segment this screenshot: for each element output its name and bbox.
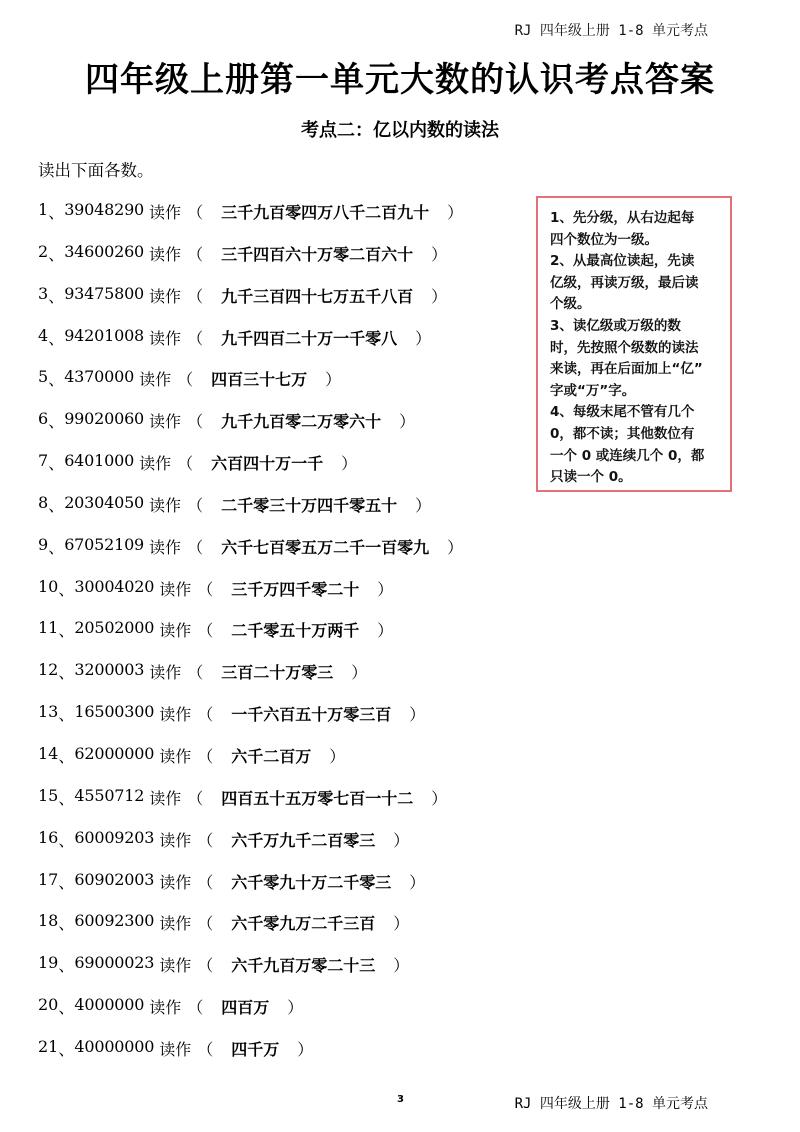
answer-text: 六千九百万零二十三 (231, 956, 376, 976)
close-paren: ） (431, 286, 448, 306)
separator: 、 (48, 412, 65, 432)
page-number: 3 (397, 1094, 404, 1105)
question-number: 4 (38, 325, 49, 345)
close-paren: ） (393, 956, 410, 976)
question-number: 17 (38, 869, 59, 889)
question-row (38, 744, 463, 786)
question-value: 69000023 (74, 953, 155, 973)
question-number: 18 (38, 911, 59, 931)
separator: 、 (48, 286, 65, 306)
open-paren: （ (187, 537, 204, 557)
open-paren: （ (187, 998, 204, 1018)
question-value: 60009203 (74, 827, 155, 847)
answer-text: 六千万九千二百零三 (231, 830, 376, 850)
open-paren: （ (197, 579, 214, 599)
question-value: 16500300 (74, 702, 155, 722)
open-paren: （ (197, 621, 214, 641)
close-paren: ） (415, 495, 432, 515)
answer-text: 一千六百五十万零三百 (231, 705, 392, 725)
tip-line: 2、从最高位读起，先读 (550, 253, 695, 270)
close-paren: ） (377, 579, 394, 599)
question-row (38, 786, 463, 828)
question-row (38, 1037, 463, 1079)
answer-text: 六千零九万二千三百 (231, 914, 376, 934)
question-value: 62000000 (74, 743, 155, 763)
question-number: 16 (38, 827, 59, 847)
question-value: 67052109 (64, 534, 145, 554)
question-row (38, 828, 463, 870)
separator: 、 (58, 621, 75, 641)
question-row (38, 911, 463, 953)
open-paren: （ (177, 370, 194, 390)
tip-line: 亿级，再读万级，最后读 (550, 274, 699, 291)
question-number: 20 (38, 995, 59, 1015)
question-row (38, 577, 463, 619)
close-paren: ） (447, 203, 464, 222)
answer-text: 九千四百二十万一千零八 (221, 328, 398, 348)
answer-text: 四百三十七万 (211, 370, 308, 390)
answer-text: 九千九百零二万零六十 (221, 412, 382, 432)
question-row (38, 618, 463, 660)
question-value: 60902003 (74, 869, 155, 889)
instruction-text: 读出下面各数。 (38, 161, 154, 180)
question-list (38, 200, 463, 1079)
open-paren: （ (197, 872, 214, 892)
question-row (38, 367, 463, 409)
read-as-label: 读作 (149, 328, 182, 348)
tip-line: 只读一个 0。 (550, 469, 632, 486)
question-number: 19 (38, 953, 59, 973)
tip-line: 一个 0 或连续几个 0，都 (550, 447, 705, 464)
question-row (38, 200, 463, 242)
tip-line: 来读，再在后面加上“亿” (550, 361, 703, 378)
separator: 、 (48, 328, 65, 348)
question-number: 9 (38, 534, 49, 554)
separator: 、 (58, 830, 75, 850)
close-paren: ） (409, 872, 426, 892)
question-value: 4000000 (74, 995, 145, 1015)
question-row (38, 326, 463, 368)
separator: 、 (48, 244, 65, 264)
question-value: 3200003 (74, 660, 145, 680)
question-row (38, 702, 463, 744)
question-value: 4370000 (64, 367, 135, 387)
question-number: 6 (38, 409, 49, 429)
answer-text: 二千零三十万四千零五十 (221, 495, 398, 515)
question-row (38, 409, 463, 451)
separator: 、 (58, 705, 75, 725)
answer-text: 九千三百四十七万五千八百 (221, 286, 414, 306)
separator: 、 (58, 788, 75, 808)
close-paren: ） (393, 914, 410, 934)
read-as-label: 读作 (159, 1039, 192, 1059)
separator: 、 (58, 579, 75, 599)
tip-line: 0，都不读；其他数位有 (550, 425, 695, 442)
tip-line: 3、读亿级或万级的数 (550, 317, 681, 334)
question-row (38, 870, 463, 912)
read-as-label: 读作 (159, 746, 192, 766)
tips-box (536, 196, 732, 492)
separator: 、 (48, 454, 65, 474)
read-as-label: 读作 (149, 244, 182, 264)
separator: 、 (58, 746, 75, 766)
close-paren: ） (399, 412, 416, 432)
separator: 、 (48, 370, 65, 390)
answer-text: 三千四百六十万零二百六十 (221, 244, 414, 264)
separator: 、 (58, 914, 75, 934)
answer-text: 四百万 (221, 998, 270, 1018)
open-paren: （ (197, 746, 214, 766)
close-paren: ） (325, 370, 342, 390)
question-row (38, 451, 463, 493)
question-value: 20502000 (74, 618, 155, 638)
open-paren: （ (197, 705, 214, 725)
question-number: 8 (38, 492, 49, 512)
question-row (38, 493, 463, 535)
question-number: 1 (38, 200, 49, 219)
separator: 、 (58, 956, 75, 976)
read-as-label: 读作 (149, 286, 182, 306)
open-paren: （ (187, 412, 204, 432)
question-value: 40000000 (74, 1036, 155, 1056)
close-paren: ） (415, 328, 432, 348)
question-number: 7 (38, 451, 49, 471)
read-as-label: 读作 (149, 663, 182, 683)
page-title: 四年级上册第一单元大数的认识考点答案 (85, 60, 715, 100)
tip-line: 四个数位为一级。 (550, 231, 658, 248)
question-value: 94201008 (64, 325, 145, 345)
answer-text: 六百四十万一千 (211, 454, 324, 474)
open-paren: （ (187, 328, 204, 348)
read-as-label: 读作 (159, 621, 192, 641)
question-value: 39048290 (64, 200, 145, 219)
read-as-label: 读作 (149, 788, 182, 808)
close-paren: ） (351, 663, 368, 683)
question-number: 21 (38, 1036, 59, 1056)
open-paren: （ (177, 454, 194, 474)
open-paren: （ (187, 663, 204, 683)
answer-text: 六千零九十万二千零三 (231, 872, 392, 892)
question-number: 11 (38, 618, 59, 638)
question-row (38, 995, 463, 1037)
footer-text: RJ 四年级上册 1-8 单元考点 (514, 1096, 708, 1112)
question-number: 12 (38, 660, 59, 680)
question-row (38, 953, 463, 995)
separator: 、 (48, 203, 65, 222)
question-row (38, 284, 463, 326)
read-as-label: 读作 (139, 454, 172, 474)
header-text: RJ 四年级上册 1-8 单元考点 (514, 23, 708, 39)
read-as-label: 读作 (149, 412, 182, 432)
tip-line: 1、先分级，从右边起每 (550, 210, 695, 226)
answer-text: 三百二十万零三 (221, 663, 334, 683)
separator: 、 (58, 998, 75, 1018)
question-number: 13 (38, 702, 59, 722)
close-paren: ） (431, 244, 448, 264)
question-number: 10 (38, 576, 59, 596)
close-paren: ） (377, 621, 394, 641)
separator: 、 (48, 495, 65, 515)
question-value: 20304050 (64, 492, 145, 512)
close-paren: ） (447, 537, 464, 557)
close-paren: ） (329, 746, 346, 766)
read-as-label: 读作 (159, 705, 192, 725)
question-number: 3 (38, 283, 49, 303)
open-paren: （ (197, 914, 214, 934)
read-as-label: 读作 (149, 495, 182, 515)
open-paren: （ (187, 203, 204, 222)
read-as-label: 读作 (159, 956, 192, 976)
question-row (38, 242, 463, 284)
read-as-label: 读作 (159, 830, 192, 850)
question-value: 4550712 (74, 785, 145, 805)
separator: 、 (48, 537, 65, 557)
open-paren: （ (197, 956, 214, 976)
read-as-label: 读作 (159, 914, 192, 934)
question-value: 6401000 (64, 451, 135, 471)
open-paren: （ (187, 244, 204, 264)
answer-text: 六千七百零五万二千一百零九 (221, 537, 430, 557)
tip-line: 时，先按照个级数的读法 (550, 339, 699, 356)
separator: 、 (58, 872, 75, 892)
separator: 、 (58, 1039, 75, 1059)
answer-text: 六千二百万 (231, 746, 312, 766)
read-as-label: 读作 (159, 579, 192, 599)
close-paren: ） (297, 1039, 314, 1059)
open-paren: （ (187, 286, 204, 306)
open-paren: （ (187, 495, 204, 515)
answer-text: 四百五十五万零七百一十二 (221, 788, 414, 808)
close-paren: ） (409, 705, 426, 725)
answer-text: 三千九百零四万八千二百九十 (221, 203, 430, 222)
question-row (38, 660, 463, 702)
question-number: 14 (38, 743, 59, 763)
answer-text: 二千零五十万两千 (231, 621, 360, 641)
read-as-label: 读作 (139, 370, 172, 390)
question-number: 5 (38, 367, 49, 387)
open-paren: （ (187, 788, 204, 808)
question-number: 15 (38, 785, 59, 805)
question-value: 99020060 (64, 409, 145, 429)
separator: 、 (58, 663, 75, 683)
tip-line: 个级。 (550, 296, 591, 313)
read-as-label: 读作 (149, 998, 182, 1018)
read-as-label: 读作 (149, 537, 182, 557)
question-row (38, 535, 463, 577)
open-paren: （ (197, 830, 214, 850)
close-paren: ） (341, 454, 358, 474)
close-paren: ） (431, 788, 448, 808)
question-value: 30004020 (74, 576, 155, 596)
question-value: 34600260 (64, 241, 145, 261)
tip-line: 字或“万”字。 (550, 382, 636, 399)
tip-line: 4、每级末尾不管有几个 (550, 404, 695, 421)
question-value: 60092300 (74, 911, 155, 931)
read-as-label: 读作 (159, 872, 192, 892)
answer-text: 四千万 (231, 1039, 280, 1059)
section-subtitle: 考点二：亿以内数的读法 (301, 120, 499, 141)
answer-text: 三千万四千零二十 (231, 579, 360, 599)
close-paren: ） (287, 998, 304, 1018)
question-value: 93475800 (64, 283, 145, 303)
close-paren: ） (393, 830, 410, 850)
open-paren: （ (197, 1039, 214, 1059)
question-number: 2 (38, 241, 49, 261)
read-as-label: 读作 (149, 203, 182, 222)
